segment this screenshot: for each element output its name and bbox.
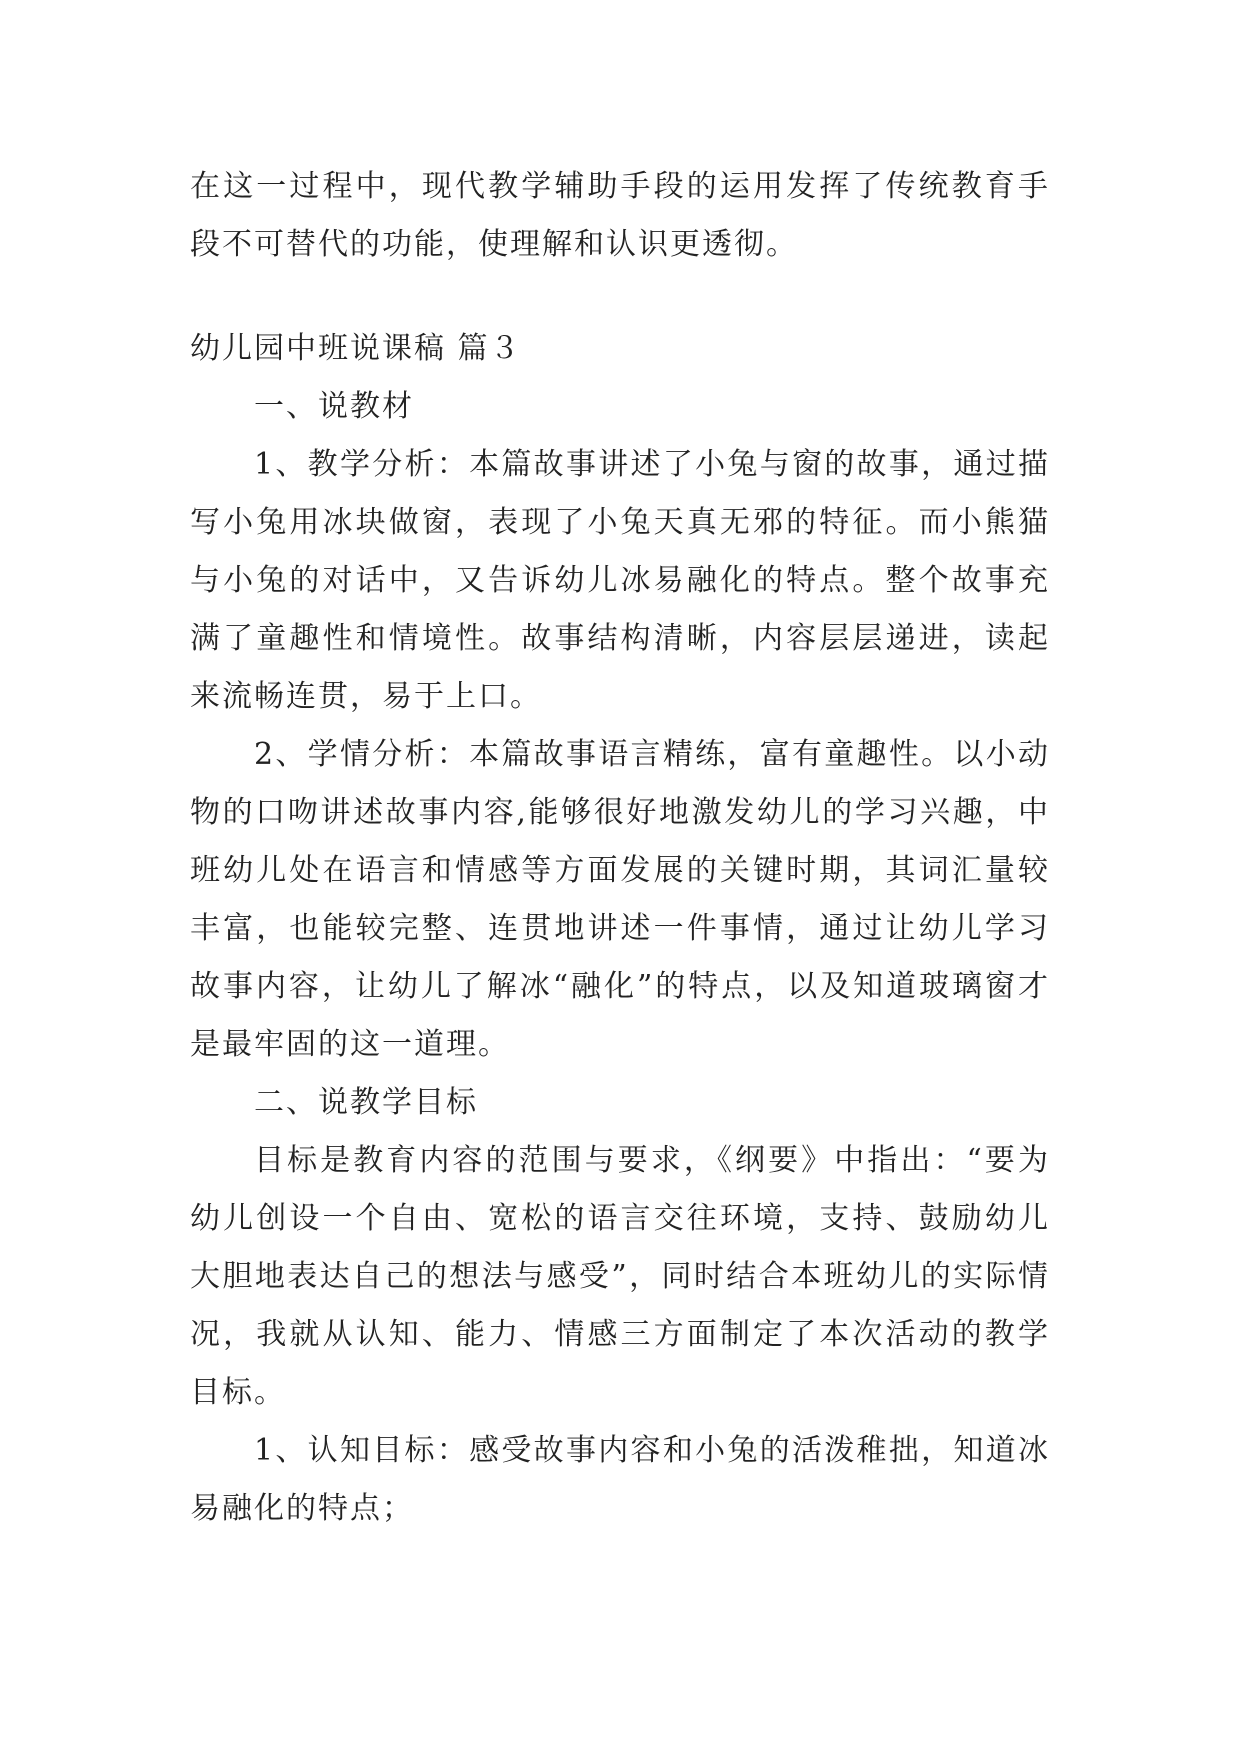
goals-paragraph: 目标是教育内容的范围与要求，《纲要》中指出：“要为幼儿创设一个自由、宽松的语言交往环境，支持、鼓励幼儿大胆地表达自己的想法与感受”，同时结合本班幼儿的实际情况，我就从认知、能力、情感三方面制定了本次活动的教学目标。 bbox=[190, 1143, 1050, 1410]
section-title: 幼儿园中班说课稿 篇３ bbox=[190, 331, 522, 366]
heading-teaching-goals: 二、说教学目标 bbox=[254, 1085, 478, 1120]
intro-paragraph: 在这一过程中，现代教学辅助手段的运用发挥了传统教育手段不可替代的功能，使理解和认识更透彻。 bbox=[190, 169, 1050, 262]
teaching-analysis-paragraph: 1、教学分析：本篇故事讲述了小兔与窗的故事，通过描写小兔用冰块做窗，表现了小兔天真无邪的特征。而小熊猫与小兔的对话中，又告诉幼儿冰易融化的特点。整个故事充满了童趣性和情境性。故事结构清晰，内容层层递进，读起来流畅连贯，易于上口。 bbox=[190, 447, 1050, 714]
cognitive-goal-paragraph: 1、认知目标：感受故事内容和小兔的活泼稚拙，知道冰易融化的特点； bbox=[190, 1433, 1050, 1526]
document-body bbox=[190, 158, 1050, 1538]
heading-teaching-material: 一、说教材 bbox=[254, 389, 414, 424]
learning-analysis-paragraph: 2、学情分析：本篇故事语言精练，富有童趣性。以小动物的口吻讲述故事内容,能够很好地激发幼儿的学习兴趣，中班幼儿处在语言和情感等方面发展的关键时期，其词汇量较丰富，也能较完整、连贯地讲述一件事情，通过让幼儿学习故事内容，让幼儿了解冰“融化”的特点，以及知道玻璃窗才是最牢固的这一道理。 bbox=[190, 737, 1050, 1062]
